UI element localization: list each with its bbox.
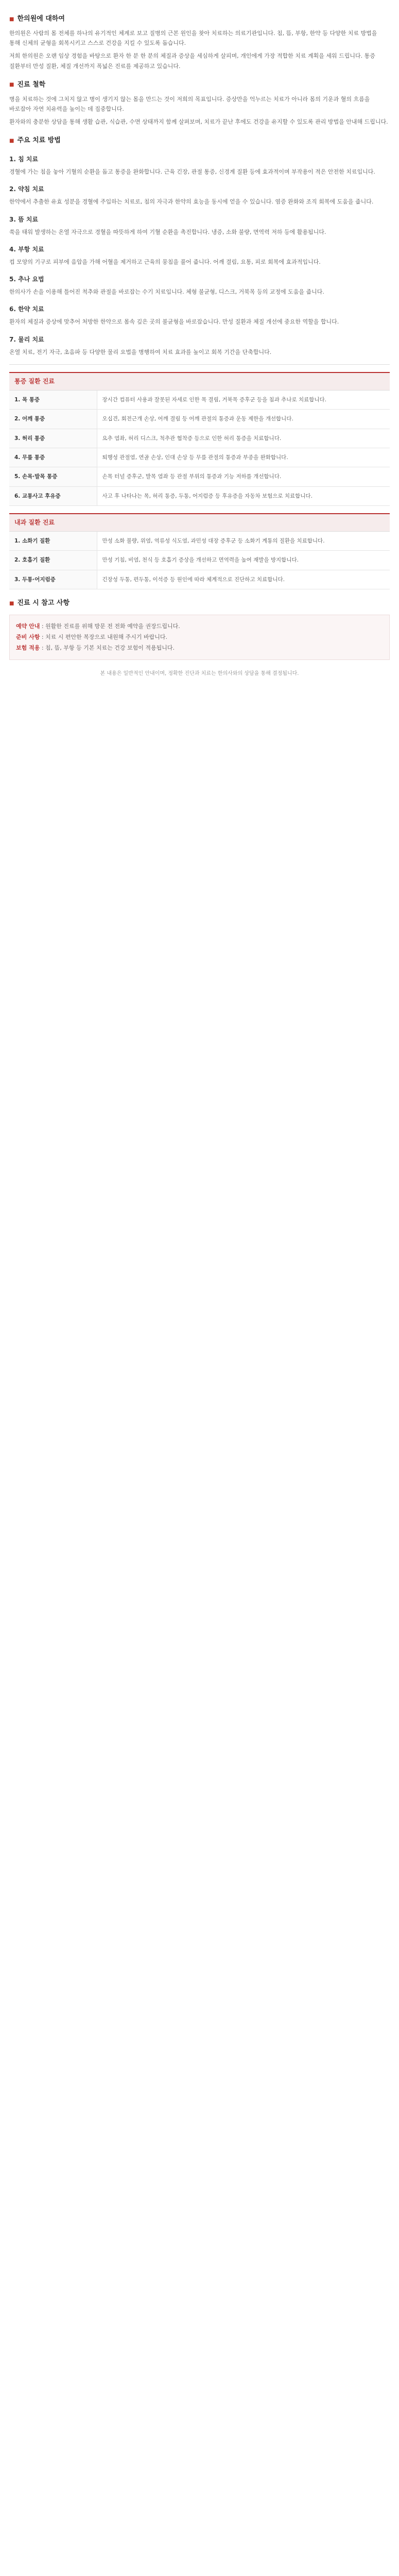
notice-text: 침, 뜸, 부항 등 기본 치료는 건강 보험이 적용됩니다. (45, 645, 175, 652)
notice-title (9, 598, 390, 609)
table-row (9, 551, 390, 570)
row-desc: 만성 소화 불량, 위염, 역류성 식도염, 과민성 대장 증후군 등 소화기 계통의 질환을 치료합니다. (97, 532, 390, 551)
method-title: 7. 물리 치료 (9, 335, 44, 343)
row-desc: 퇴행성 관절염, 연골 손상, 인대 손상 등 무릎 관절의 통증과 부종을 완화합니다. (97, 448, 390, 467)
notice-line: 준비 사항 : 치료 시 편안한 복장으로 내원해 주시기 바랍니다. (16, 634, 168, 641)
method-title: 6. 한약 치료 (9, 306, 44, 313)
service-table (9, 391, 390, 506)
method-text: 한약에서 추출한 유효 성분을 경혈에 주입하는 치료로, 침의 자극과 한약의 효능을 동시에 얻을 수 있습니다. 염증 완화와 조직 회복에 도움을 줍니다. (9, 198, 374, 206)
method-text: 쑥을 태워 발생하는 온열 자극으로 경혈을 따뜻하게 하여 기혈 순환을 촉진합니다. 냉증, 소화 불량, 면역력 저하 등에 활용됩니다. (9, 228, 326, 235)
methods-title-text: 주요 치료 방법 (17, 137, 61, 145)
table-header: 통증 질환 진료 (9, 372, 390, 391)
notice-line: 보험 적용 : 침, 뜸, 부항 등 기본 치료는 건강 보험이 적용됩니다. (16, 645, 175, 652)
notice-text: 원활한 진료를 위해 방문 전 전화 예약을 권장드립니다. (45, 622, 180, 630)
method-text: 온열 치료, 전기 자극, 초음파 등 다양한 물리 요법을 병행하여 치료 효과를 높이고 회복 기간을 단축합니다. (9, 348, 272, 355)
row-name: 5. 손목·발목 통증 (9, 467, 97, 486)
method-text: 환자의 체질과 증상에 맞추어 처방한 한약으로 몸속 깊은 곳의 불균형을 바로잡습니다. 만성 질환과 체질 개선에 중요한 역할을 합니다. (9, 318, 339, 326)
philosophy-title-text: 진료 철학 (17, 80, 46, 89)
table-row (9, 410, 390, 429)
row-desc: 만성 기침, 비염, 천식 등 호흡기 증상을 개선하고 면역력을 높여 재발을 방지합니다. (97, 551, 390, 570)
table-header: 내과 질환 진료 (9, 513, 390, 532)
method-text: 한의사가 손을 이용해 틀어진 척추와 관절을 바로잡는 수기 치료입니다. 체형 불균형, 디스크, 거북목 등의 교정에 도움을 줍니다. (9, 289, 324, 295)
notice-label: 보험 적용 (16, 645, 40, 652)
row-name: 4. 무릎 통증 (9, 448, 97, 467)
service-table (9, 532, 390, 589)
method-text: 경혈에 가는 침을 놓아 기혈의 순환을 돕고 통증을 완화합니다. 근육 긴장, 관절 통증, 신경계 질환 등에 효과적이며 부작용이 적은 안전한 치료입니다. (9, 168, 375, 175)
intro-paragraph: 저희 한의원은 오랜 임상 경험을 바탕으로 환자 한 분 한 분의 체질과 증상을 세심하게 살피며, 개인에게 가장 적합한 치료 계획을 세워 드립니다. 통증 질환부터 만성 질환, 체질 개선까지 폭넓은 진료를 제공하고 있습니다. (9, 53, 375, 70)
row-name: 1. 소화기 질환 (9, 532, 97, 551)
notice-box (9, 615, 390, 660)
notice-text: 치료 시 편안한 복장으로 내원해 주시기 바랍니다. (45, 634, 168, 641)
method-title: 2. 약침 치료 (9, 185, 44, 193)
methods-list (9, 154, 390, 357)
table-row (9, 391, 390, 410)
table-row (9, 467, 390, 486)
square-bullet-icon: ■ (9, 82, 14, 88)
notice-label: 준비 사항 (16, 634, 40, 641)
table-row (9, 532, 390, 551)
row-desc: 긴장성 두통, 편두통, 이석증 등 원인에 따라 체계적으로 진단하고 치료합니다. (97, 570, 390, 589)
method-title: 1. 침 치료 (9, 156, 39, 163)
row-desc: 오십견, 회전근개 손상, 어깨 결림 등 어깨 관절의 통증과 운동 제한을 개선합니다. (97, 410, 390, 429)
method-title: 5. 추나 요법 (9, 276, 44, 283)
row-name: 2. 호흡기 질환 (9, 551, 97, 570)
square-bullet-icon: ■ (9, 16, 14, 22)
philosophy-title (9, 79, 390, 91)
row-name: 6. 교통사고 후유증 (9, 486, 97, 505)
row-name: 1. 목 통증 (9, 391, 97, 410)
row-name: 2. 어깨 통증 (9, 410, 97, 429)
method-title: 3. 뜸 치료 (9, 215, 39, 223)
philosophy-paragraph: 환자와의 충분한 상담을 통해 생활 습관, 식습관, 수면 상태까지 함께 살펴보며, 치료가 끝난 후에도 건강을 유지할 수 있도록 관리 방법을 안내해 드립니다. (9, 118, 388, 125)
row-desc: 장시간 컴퓨터 사용과 잘못된 자세로 인한 목 결림, 거북목 증후군 등을 침과 추나로 치료합니다. (97, 391, 390, 410)
table-row (9, 429, 390, 448)
intro-title (9, 13, 390, 25)
row-desc: 요추 염좌, 허리 디스크, 척추관 협착증 등으로 인한 허리 통증을 치료합니다. (97, 429, 390, 448)
row-desc: 손목 터널 증후군, 발목 염좌 등 관절 부위의 통증과 기능 저하를 개선합니다. (97, 467, 390, 486)
square-bullet-icon: ■ (9, 600, 14, 606)
table-row (9, 448, 390, 467)
row-desc: 사고 후 나타나는 목, 허리 통증, 두통, 어지럼증 등 후유증을 자동차 보험으로 치료합니다. (97, 486, 390, 505)
row-name: 3. 허리 통증 (9, 429, 97, 448)
intro-title-text: 한의원에 대하여 (17, 15, 65, 23)
divider (9, 364, 390, 365)
method-text: 컵 모양의 기구로 피부에 음압을 가해 어혈을 제거하고 근육의 뭉침을 풀어 줍니다. 어깨 결림, 요통, 피로 회복에 효과적입니다. (9, 258, 321, 265)
table-row (9, 570, 390, 589)
table-row (9, 486, 390, 505)
intro-paragraph: 한의원은 사람의 몸 전체를 하나의 유기적인 체계로 보고 질병의 근본 원인을 찾아 치료하는 의료기관입니다. 침, 뜸, 부항, 한약 등 다양한 치료 방법을 통해 신체의 균형을 회복시키고 스스로 건강을 지킬 수 있도록 돕습니다. (9, 29, 377, 46)
page (0, 0, 399, 699)
method-title: 4. 부항 치료 (9, 245, 44, 253)
methods-title (9, 135, 390, 147)
notice-line: 예약 안내 : 원활한 진료를 위해 방문 전 전화 예약을 권장드립니다. (16, 622, 180, 630)
notice-title-text: 진료 시 참고 사항 (17, 599, 70, 607)
footer-note: 본 내용은 일반적인 안내이며, 정확한 진단과 치료는 한의사와의 상담을 통해 결정됩니다. (100, 670, 299, 676)
philosophy-paragraph: 병을 치료하는 것에 그치지 않고 병이 생기지 않는 몸을 만드는 것이 저희의 목표입니다. 증상만을 억누르는 치료가 아니라 몸의 기운과 혈의 흐름을 바로잡아 자연 치유력을 높이는 데 집중합니다. (9, 95, 370, 112)
square-bullet-icon: ■ (9, 138, 14, 144)
notice-label: 예약 안내 (16, 622, 40, 630)
row-name: 3. 두통·어지럼증 (9, 570, 97, 589)
